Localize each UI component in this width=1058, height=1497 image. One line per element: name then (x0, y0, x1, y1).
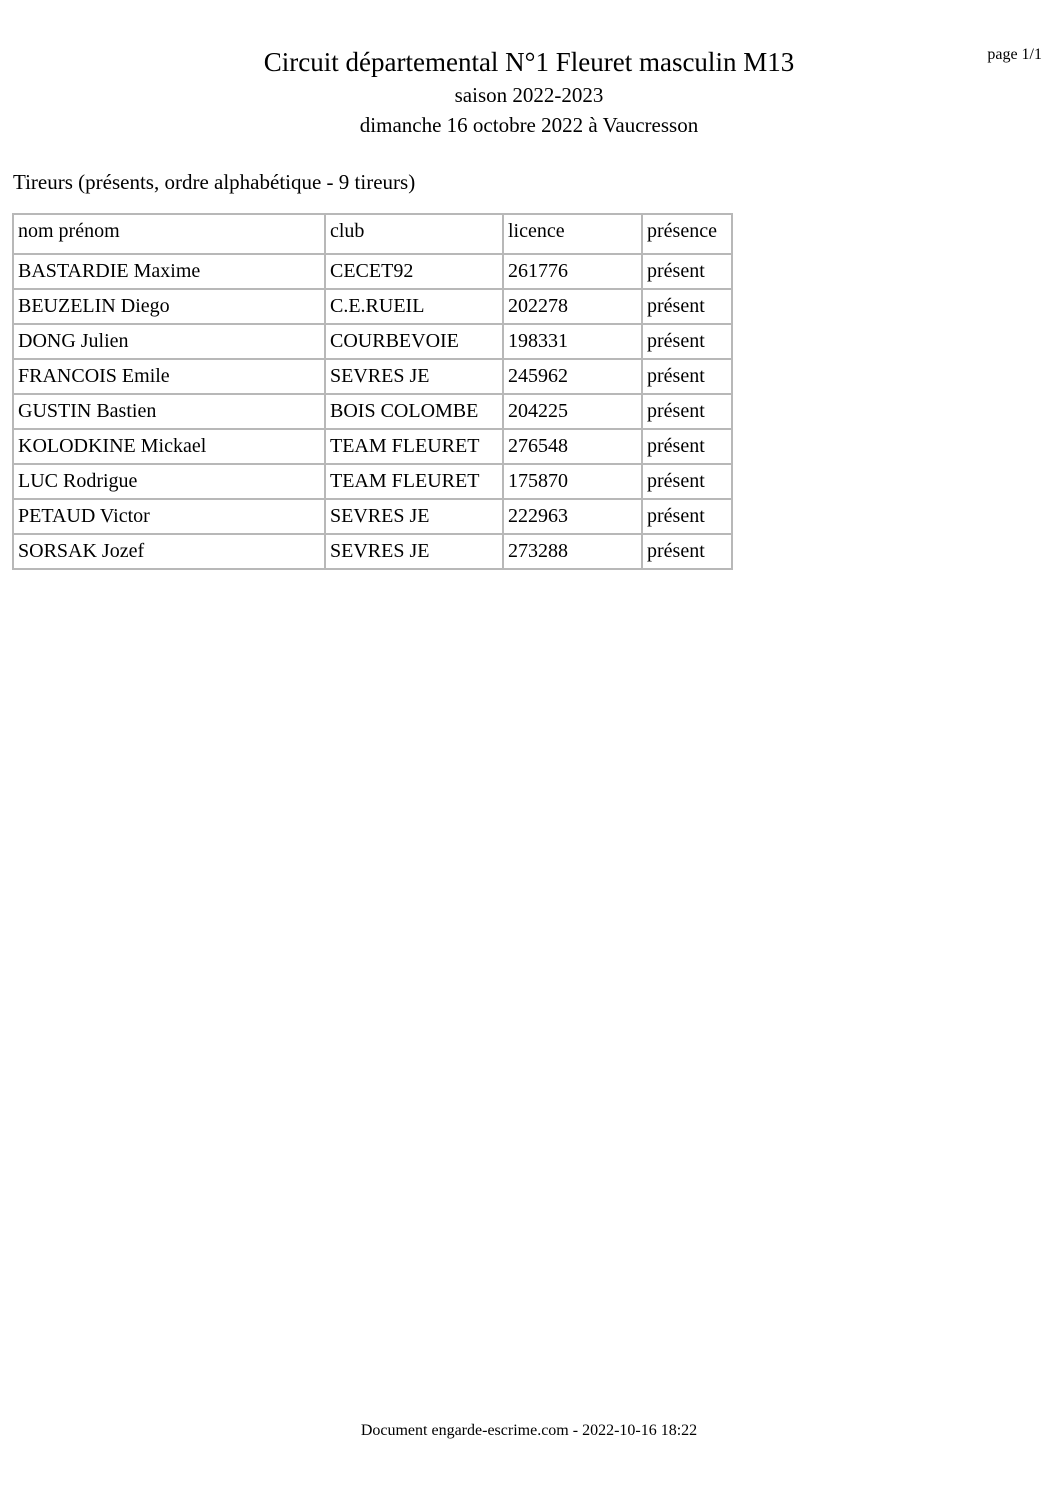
cell-club: TEAM FLEURET (326, 430, 504, 465)
cell-club: CECET92 (326, 255, 504, 290)
document-footer: Document engarde-escrime.com - 2022-10-16 18:22 (360, 1422, 698, 1439)
document-header (0, 44, 1058, 140)
cell-presence: présent (643, 255, 731, 290)
cell-name: GUSTIN Bastien (14, 395, 326, 430)
cell-name: SORSAK Jozef (14, 535, 326, 568)
table-row (14, 325, 731, 360)
season-line: saison 2022-2023 (454, 83, 604, 107)
table-header-row (14, 215, 731, 255)
cell-club: COURBEVOIE (326, 325, 504, 360)
cell-presence: présent (643, 500, 731, 535)
table-row (14, 360, 731, 395)
cell-club: SEVRES JE (326, 500, 504, 535)
cell-name: LUC Rodrigue (14, 465, 326, 500)
cell-club: BOIS COLOMBE (326, 395, 504, 430)
cell-name: PETAUD Victor (14, 500, 326, 535)
document-title: Circuit départemental N°1 Fleuret masculin M13 (263, 47, 795, 77)
page-number: page 1/1 (987, 46, 1042, 63)
cell-name: FRANCOIS Emile (14, 360, 326, 395)
cell-licence: 198331 (504, 325, 643, 360)
column-header-presence: présence (643, 215, 731, 255)
cell-presence: présent (643, 430, 731, 465)
cell-presence: présent (643, 395, 731, 430)
table-row (14, 255, 731, 290)
cell-presence: présent (647, 540, 705, 562)
cell-licence: 245962 (504, 360, 643, 395)
cell-name: BASTARDIE Maxime (14, 255, 326, 290)
cell-club: SEVRES JE (326, 535, 504, 568)
cell-presence: présent (643, 465, 731, 500)
table-row (14, 535, 731, 568)
cell-club: SEVRES JE (326, 360, 504, 395)
cell-presence: présent (643, 325, 731, 360)
column-header-name: nom prénom (14, 215, 326, 255)
table-row (14, 465, 731, 500)
cell-licence: 273288 (504, 535, 643, 568)
cell-club: TEAM FLEURET (326, 465, 504, 500)
section-heading: Tireurs (présents, ordre alphabétique - 9 tireurs) (13, 170, 416, 194)
cell-licence: 175870 (504, 465, 643, 500)
cell-name: BEUZELIN Diego (14, 290, 326, 325)
cell-name: KOLODKINE Mickael (14, 430, 326, 465)
column-header-licence: licence (504, 215, 643, 255)
table-row (14, 395, 731, 430)
cell-licence: 222963 (504, 500, 643, 535)
cell-licence: 202278 (504, 290, 643, 325)
cell-presence: présent (643, 290, 731, 325)
column-header-club: club (326, 215, 504, 255)
fencers-table (12, 213, 733, 570)
cell-name: DONG Julien (14, 325, 326, 360)
cell-club: C.E.RUEIL (326, 290, 504, 325)
table-row (14, 500, 731, 535)
cell-licence: 204225 (504, 395, 643, 430)
table-row (14, 290, 731, 325)
table-row (14, 430, 731, 465)
cell-licence: 261776 (504, 255, 643, 290)
cell-licence: 276548 (504, 430, 643, 465)
cell-presence: présent (643, 360, 731, 395)
event-date-place: dimanche 16 octobre 2022 à Vaucresson (359, 113, 699, 137)
